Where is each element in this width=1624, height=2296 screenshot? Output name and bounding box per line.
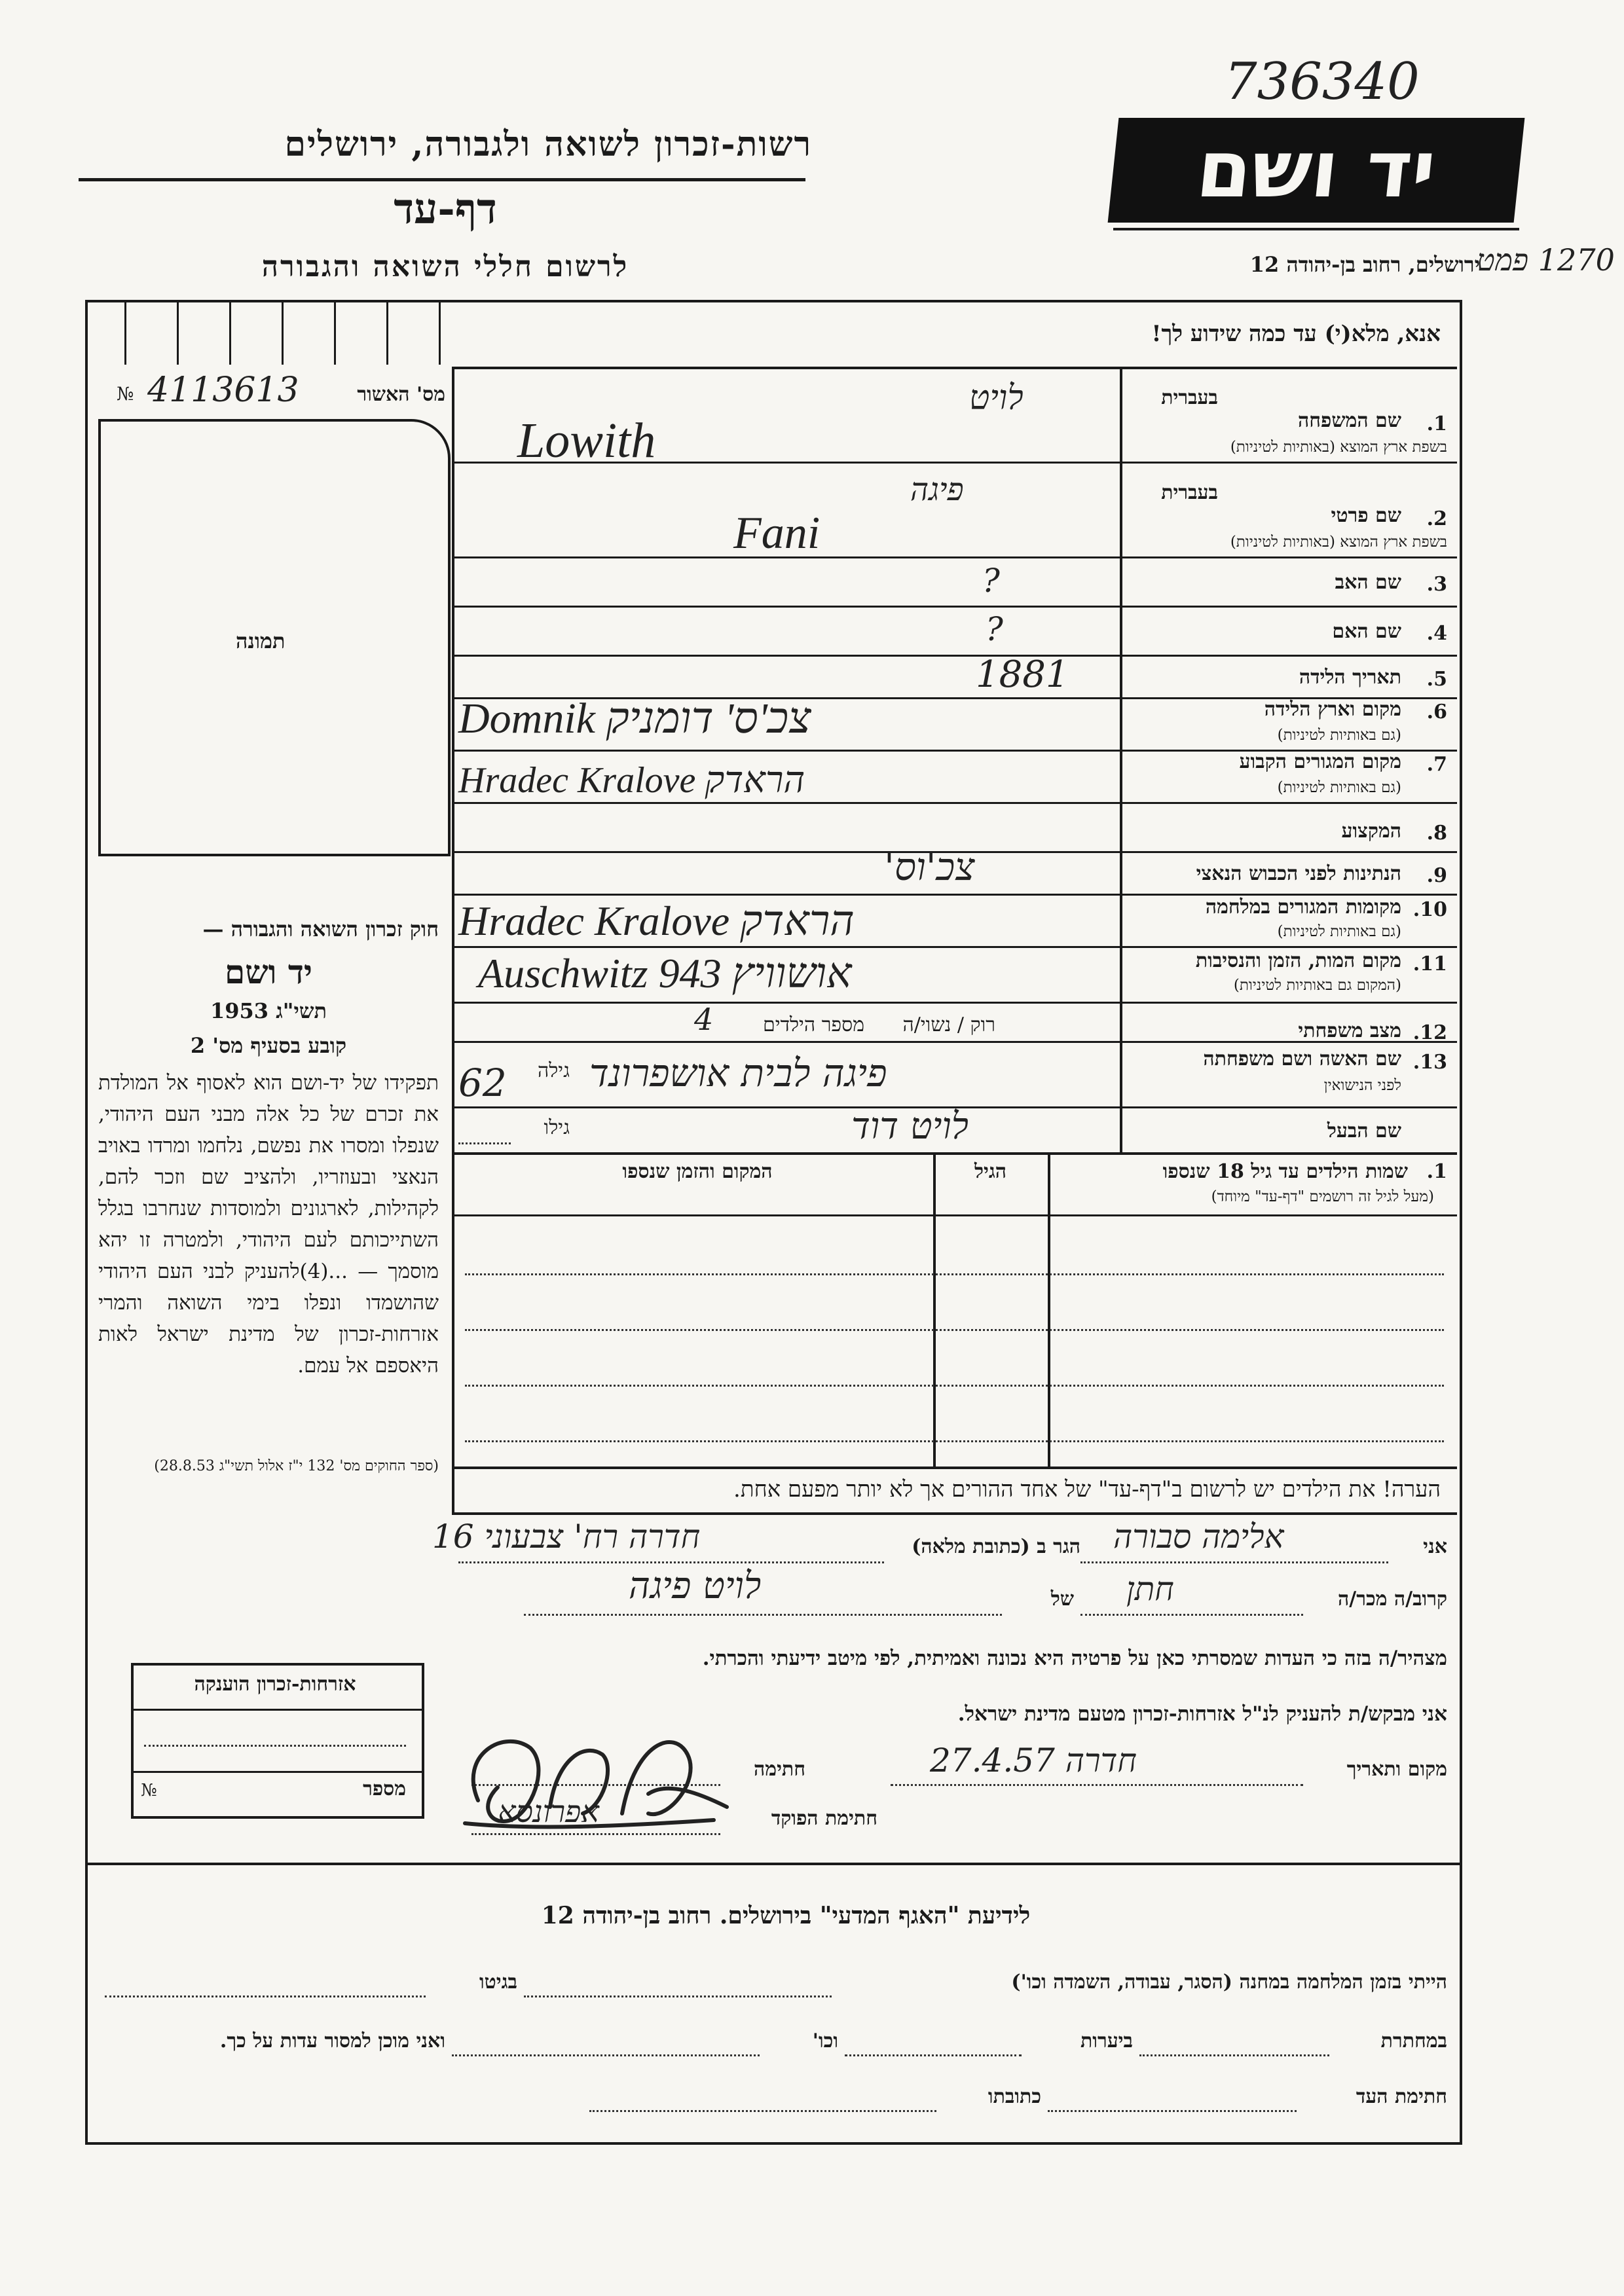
children-num: 1.	[1426, 1160, 1447, 1183]
decl-signature-label: חתימה	[754, 1758, 805, 1781]
f3-number: 3.	[1426, 573, 1447, 596]
bottom-title: לידיעת "האגף המדעי" בירושלים. רחוב בן-יהודה 12	[541, 1902, 1031, 1929]
row-sep-2	[452, 556, 1457, 558]
f12-children-label: מספר הילדים	[762, 1013, 864, 1036]
bottom-line2-b: ביערות	[1080, 2030, 1133, 2052]
bottom-line3-dots-1	[1048, 2110, 1297, 2112]
decl-officer-label: חתימת הפוקד	[771, 1807, 877, 1830]
bottom-line1-dots-2	[105, 1995, 426, 1997]
bottom-line1-b: בגיטו	[479, 1971, 517, 1994]
f1-latin-value: Lowith	[517, 413, 656, 468]
law-body: תפקידו של יד-ושם הוא לאסוף אל המולדת את זכרם של כל אלה מבני העם היהודי, שנפלו ומסרו את נפשם, נלחמו ומרדו באויב הנאצי ובעוזריו, ולהציב שם וזכר להם, לקהילות, לארגונים ולמוסדות שנחרבו בגלל השתייכותם לעם היהודי, ולמטרה זו יהא מוסמך — ...(4)להעניק לבני העם היהודי שהושמדו ונפלו בימי השואה והמרי אזרחות-זכרון של מדינת ישראל לאות היאספם אל עמם.	[98, 1071, 439, 1377]
left-col-tick-7	[439, 302, 441, 365]
f11-number: 11.	[1412, 953, 1447, 975]
bottom-line2-dots-2	[845, 2054, 1022, 2056]
bottom-line2-dots-3	[452, 2054, 760, 2056]
row-sep-4	[452, 655, 1457, 657]
f12-children-value: 4	[694, 1002, 714, 1037]
f6-label: מקום וארץ הלידה	[1264, 698, 1401, 721]
f7-value: Hradec Kralove הראדק	[458, 760, 805, 801]
note-row-bottom	[452, 1512, 1457, 1515]
f10-sub: (גם באותיות לטיניות)	[1277, 923, 1401, 940]
f11-value: Auschwitz 943 אושוויץ	[478, 950, 852, 996]
bottom-section-top	[85, 1863, 1460, 1865]
handwritten-file-note: 1270 פמט	[1477, 242, 1615, 278]
row-sep-10	[452, 946, 1457, 948]
f13-label: שם האשה ושם משפחתה	[1203, 1048, 1401, 1070]
f9-value: צכ'וס'	[884, 845, 975, 889]
f4-value: ?	[986, 610, 1003, 648]
f7-number: 7.	[1426, 753, 1447, 776]
bottom-line3-dots-2	[589, 2110, 936, 2112]
children-header-bottom	[452, 1214, 1457, 1216]
f2-sub: בשפת ארץ המוצא (באותיות לטיניות)	[1230, 534, 1447, 551]
bottom-line2-a: במחתרת	[1380, 2030, 1447, 2052]
approval-no-symbol: №	[117, 383, 134, 405]
left-col-tick-4	[282, 302, 284, 365]
f11-label: מקום המות, הזמן והנסיבות	[1195, 949, 1401, 972]
note: הערה! את הילדים יש לרשום ב"דף-עד" של אחד ההורים אך לא יותר מפעם אחת.	[733, 1476, 1441, 1503]
decl-i-dots	[1080, 1561, 1388, 1563]
logo-text: יד ושם	[1192, 124, 1441, 215]
decl-relative-label: קרוב/ה מכר/ה	[1338, 1588, 1447, 1611]
row-sep-7	[452, 802, 1457, 804]
husband-age-label: גילו	[544, 1116, 570, 1139]
labels-col-left-border	[1120, 367, 1122, 1152]
form-subtitle: לרשום חללי השואה והגבורה	[261, 250, 629, 283]
f10-label: מקומות המגורים במלחמה	[1205, 896, 1401, 919]
photo-label: תמונה	[236, 629, 286, 653]
children-place-header: המקום והזמן שנספו	[622, 1160, 773, 1183]
f1-number: 1.	[1426, 412, 1447, 435]
approval-label: מס' האשור	[357, 383, 445, 406]
children-label: שמות הילדים עד גיל 18 שנספו	[1162, 1160, 1408, 1183]
decl-place-date-label: מקום ותאריך	[1346, 1758, 1447, 1781]
decl-i-value: אלימה סבורה	[1113, 1518, 1284, 1556]
decl-place-date-dots	[891, 1784, 1303, 1786]
f10-value: Hradec Kralove הראדק	[458, 898, 855, 944]
bottom-line3-a: חתימת העד	[1356, 2085, 1447, 2108]
children-row-4	[465, 1440, 1444, 1442]
f6-number: 6.	[1426, 701, 1447, 723]
children-sub: (מעל לגיל זה רושמים "דף-עד" מיוחד)	[1211, 1188, 1434, 1205]
f12-label: מצב משפחתי	[1298, 1019, 1401, 1042]
f13-age-value: 62	[458, 1061, 507, 1105]
archive-number: 736340	[1225, 52, 1420, 111]
f6-value: Domnik צכ'ס' דומניק	[458, 695, 811, 742]
f12-number: 12.	[1412, 1021, 1447, 1044]
f2-label: שם פרטי	[1331, 504, 1401, 527]
bottom-line2-d: ואני מוכן למסור עדות על כך.	[219, 2030, 445, 2052]
f9-label: הנתינות לפני הכבוש הנאצי	[1196, 862, 1401, 885]
f5-value: 1881	[976, 653, 1069, 696]
f5-label: תאריך הלידה	[1299, 666, 1401, 689]
f4-label: שם האם	[1332, 620, 1401, 643]
f11-sub: (המקום גם באותיות לטיניות)	[1233, 977, 1401, 994]
yad-vashem-logo	[1108, 118, 1525, 223]
children-row-3	[465, 1385, 1444, 1387]
decl-i-label: אני	[1423, 1535, 1447, 1558]
citizenship-title-sep	[131, 1709, 424, 1711]
children-col-2	[1048, 1152, 1050, 1467]
f7-sub: (גם באותיות לטיניות)	[1277, 779, 1401, 796]
citizenship-no: №	[141, 1781, 157, 1800]
children-row-2	[465, 1329, 1444, 1331]
law-source: (ספר החוקים מס' 132 י"ז אלול תשי"ג 28.8.53)	[154, 1458, 439, 1474]
f1-sub: בשפת ארץ המוצא (באותיות לטיניות)	[1230, 439, 1447, 456]
row-sep-14	[452, 1152, 1457, 1155]
logo-underline	[1113, 228, 1519, 230]
husband-value: לויט דוד	[851, 1105, 969, 1148]
row-sep-3	[452, 606, 1457, 608]
instruction: אנא, מלא(י) עד כמה שידוע לך!	[1151, 321, 1441, 347]
f1-heb-tag: בעברית	[1161, 386, 1218, 409]
husband-age-dots	[458, 1142, 511, 1144]
decl-officer-dots	[471, 1833, 720, 1835]
f13-number: 13.	[1412, 1051, 1447, 1074]
f7-label: מקום המגורים הקבוע	[1239, 750, 1401, 773]
f1-heb-value: לויט	[969, 378, 1024, 418]
decl-relative-value: חתן	[1126, 1570, 1174, 1608]
authority-title: רשות-זכרון לשואה ולגבורה, ירושלים	[284, 124, 812, 164]
f13-sub: לפני הנישואין	[1323, 1077, 1401, 1094]
bottom-line2-dots-1	[1139, 2054, 1329, 2056]
address: ירושלים, רחוב בן-יהודה 12	[1249, 252, 1480, 277]
bottom-line2-c: וכו'	[812, 2030, 838, 2052]
f4-number: 4.	[1426, 622, 1447, 645]
left-col-tick-1	[124, 302, 126, 365]
approval-value: 4113613	[147, 371, 299, 410]
decl-resident-label: הגר ב (כתובת מלאה)	[912, 1535, 1080, 1558]
f8-label: המקצוע	[1341, 820, 1401, 843]
bottom-line3-b: כתובתו	[987, 2085, 1041, 2108]
f1-label: שם המשפחה	[1297, 409, 1401, 432]
citizenship-line-1	[144, 1745, 406, 1747]
decl-place-date-value: חדרה 27.4.57	[930, 1741, 1137, 1779]
row-sep-11	[452, 1002, 1457, 1004]
f8-number: 8.	[1426, 822, 1447, 845]
left-col-tick-3	[229, 302, 231, 365]
decl-relative-dots	[1080, 1614, 1303, 1616]
f3-value: ?	[982, 562, 1000, 600]
decl-request: אני מבקש/ת להעניק לנ"ל אזרחות-זכרון מטעם מדינת ישראל.	[957, 1702, 1447, 1726]
decl-of-dots	[524, 1614, 1002, 1616]
left-col-tick-6	[386, 302, 388, 365]
decl-of-value: לויט פיגה	[629, 1565, 762, 1607]
form-title: דף-עד	[394, 185, 497, 234]
f2-heb-tag: בעברית	[1161, 481, 1218, 504]
bottom-line1-dots-1	[524, 1995, 832, 1997]
children-col-1	[933, 1152, 936, 1467]
authority-underline	[79, 178, 805, 181]
citizenship-title: אזרחות-זכרון הוענקה	[194, 1673, 356, 1696]
decl-address-dots	[458, 1561, 884, 1563]
f6-sub: (גם באותיות לטיניות)	[1277, 727, 1401, 744]
decl-address-value: חדרה רח' צבעוני 16	[432, 1518, 701, 1556]
decl-of-label: של	[1050, 1588, 1074, 1611]
decl-statement: מצהיר/ה בזה כי העדות שמסרתי כאן על פרטיה היא נכונה ואמיתית, לפי מיטב ידיעתי והכרתי.	[702, 1647, 1447, 1670]
f9-number: 9.	[1426, 864, 1447, 887]
f2-latin-value: Fani	[733, 508, 821, 558]
decl-officer-value: אפרונסא	[498, 1794, 599, 1829]
law-clause: קובע בסעיף מס' 2	[190, 1033, 347, 1058]
left-col-divider	[452, 851, 454, 1512]
children-age-header: הגיל	[974, 1160, 1007, 1183]
f3-label: שם האב	[1335, 571, 1401, 594]
f13-value: פיגה לבית אושפרונד	[589, 1051, 887, 1095]
f10-number: 10.	[1412, 898, 1447, 921]
law-title: חוק זכרון השואה והגבורה —	[202, 917, 439, 941]
instruction-row-bottom	[452, 367, 1457, 369]
bottom-line1-a: הייתי בזמן המלחמה במחנה (הסגר, עבודה, השמדה וכו')	[1011, 1971, 1447, 1994]
citizenship-number-label: מספר	[363, 1777, 406, 1800]
husband-label: שם הבעל	[1327, 1120, 1401, 1142]
citizenship-number-sep	[131, 1771, 424, 1773]
f5-number: 5.	[1426, 668, 1447, 691]
f2-heb-value: פיגה	[910, 471, 964, 508]
children-row-1	[465, 1273, 1444, 1275]
f2-number: 2.	[1426, 507, 1447, 530]
law-name: יד ושם	[225, 953, 312, 991]
f13-age-label: גילה	[537, 1059, 570, 1082]
left-col-tick-2	[177, 302, 179, 365]
f12-status: רוק / נשוי/ה	[902, 1013, 995, 1036]
law-year: תשי"ג 1953	[210, 998, 327, 1023]
left-col-tick-5	[334, 302, 336, 365]
